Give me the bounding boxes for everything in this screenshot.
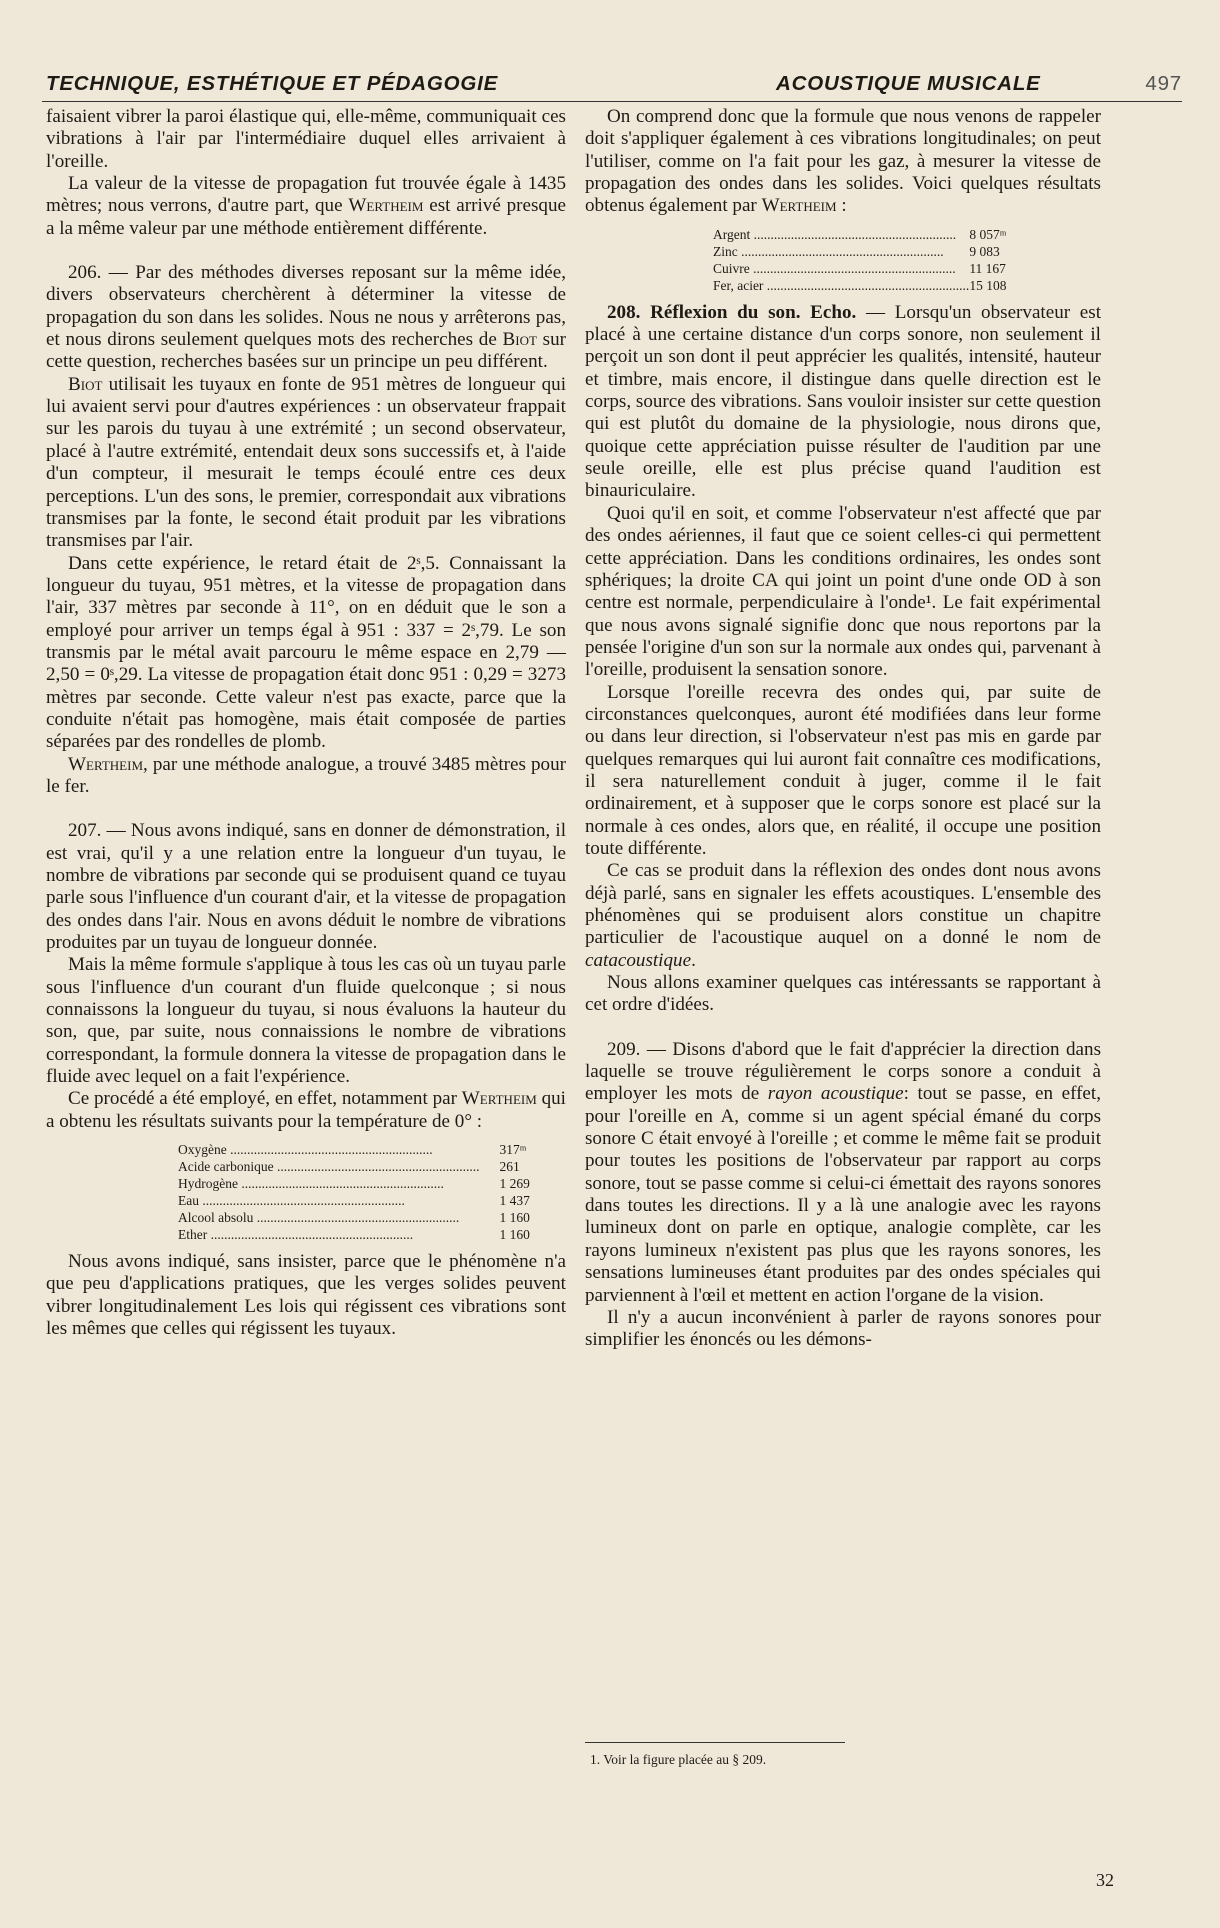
paragraph — [585, 860, 1101, 972]
table-cell-name: Argent ............................................................ — [713, 226, 957, 242]
table-cell-value: 1 437 — [499, 1193, 530, 1209]
table-cell-value: 261 — [499, 1159, 520, 1175]
table-row — [713, 226, 1006, 243]
text: qui a obtenu les résultats suivants pour la température de 0° : — [46, 1088, 566, 1132]
header-right-title: ACOUSTIQUE MUSICALE — [776, 72, 1041, 95]
table-cell-value: 1 160 — [499, 1210, 530, 1226]
author-name: Biot — [68, 373, 103, 395]
left-column — [46, 106, 566, 1341]
table-cell-name: Zinc ............................................................ — [713, 243, 944, 259]
text: Ce procédé a été employé, en effet, notamment par — [68, 1088, 457, 1110]
table-row — [178, 1226, 530, 1243]
table-cell-value: 1 269 — [499, 1176, 530, 1192]
paragraph: Mais la même formule s'applique à tous les cas où un tuyau parle sous l'influence d'un courant d'un fluide quelconque ; si nous connaissons la longueur du tuyau, si nous évaluons la hauteur du son, que, par suite, nous connaissions le nombre de vibrations correspondant, la formule donnera la vitesse de propagation dans le fluide avec lequel on a fait l'expérience. — [46, 954, 566, 1088]
author-name: Biot — [502, 329, 537, 351]
fluid-speed-table — [178, 1141, 530, 1243]
text: : — [841, 195, 847, 217]
text: Ce cas se produit dans la réflexion des ondes dont nous avons déjà parlé, sans en signaler les effets acoustiques. L'ensemble des phénomènes qui se produisent alors constitue un chapitre particulier de l'acoustique auquel on a donné le nom de — [585, 860, 1101, 949]
text: — Lorsqu'un observateur est placé à une certaine distance d'un corps sonore, non seulement il perçoit un son dont il peut apprécier les qualités, intensité, hauteur et timbre, mais encore, il distingue dans quelle direction est le corps, source des vibrations. Sans vouloir insister sur cette question qui est plutôt du domaine de la physiologie, nous dirons que, quoique cette appréciation puisse résulter de l'audition par une seule oreille, elle est plus précise quand l'audition est binauriculaire. — [585, 301, 1102, 502]
paragraph — [46, 1088, 566, 1133]
table-cell-value: 15 108 — [969, 277, 1007, 293]
table-row — [178, 1209, 530, 1226]
paragraph-206 — [46, 262, 566, 374]
solid-speed-table — [713, 226, 1006, 294]
paragraph — [46, 374, 566, 553]
footnote: 1. Voir la figure placée au § 209. — [590, 1752, 767, 1767]
paragraph — [46, 754, 566, 799]
paragraph-209 — [585, 1039, 1101, 1307]
text: On comprend donc que la formule que nous venons de rappeler doit s'appliquer également à ces vibrations longitudinales; on peut l'utiliser, comme on l'a fait pour les gaz, à mesurer la vitesse de propagation des ondes dans les solides. Voici quelques résultats obtenus également par — [585, 106, 1101, 217]
paragraph: Nous avons indiqué, sans insister, parce que le phénomène n'a que peu d'applications pratiques, que les verges solides peuvent vibrer longitudinalement Les lois qui régissent ces vibrations sont les mêmes que celles qui régissent les tuyaux. — [46, 1251, 566, 1340]
table-cell-name: Ether ............................................................ — [178, 1227, 414, 1243]
paragraph: Quoi qu'il en soit, et comme l'observateur n'est affecté que par des ondes aériennes, il faut que ce soient celles-ci qui permettent cette appréciation. Dans les conditions ordinaires, les ondes sont sphériques; la droite CA qui joint un point d'une onde OD à son centre est normale, perpendiculaire à l'onde¹. Le fait expérimental que nous avons signalé signifie donc que nous reportons par la pensée l'origine d'un son sur la normale aux ondes qui, parvenant à l'oreille, produisent la sensation sonore. — [585, 502, 1101, 681]
author-name: Wertheim — [68, 753, 144, 775]
footnote-rule — [585, 1742, 845, 1743]
paragraph: Lorsque l'oreille recevra des ondes qui, par suite de circonstances quelconques, auront été modifiées dans leur forme ou dans leur direction, si l'observateur n'est pas mis en garde par quelques remarques qui lui auront fait connaître ces modifications, il sera naturellement conduit à juger, comme il le fait ordinairement, et à supposer que le corps sonore est placé sur la normale à ces ondes, alors que, en réalité, il occupe une position toute différente. — [585, 681, 1101, 859]
header-rule — [42, 101, 1182, 102]
paragraph: Il n'y a aucun inconvénient à parler de rayons sonores pour simplifier les énoncés ou les démons- — [585, 1306, 1101, 1351]
table-cell-name: Cuivre ............................................................ — [713, 260, 956, 276]
author-name: Wertheim — [461, 1088, 537, 1110]
text: , par une méthode analogue, a trouvé 3485 mètres pour le fer. — [46, 753, 566, 797]
table-row — [178, 1175, 530, 1192]
text: . — [691, 949, 696, 971]
table-cell-name: Eau ............................................................ — [178, 1193, 405, 1209]
text: utilisait les tuyaux en fonte de 951 mètres de longueur qui lui avaient servi pour d'autres expériences : un observateur frappait sur les parois du tuyau à une extrémité ; un second observateur, placé à l'autre extrémité, entendait deux sons successifs et, à l'aide d'un compteur, il mesurait le temps écoulé entre ces deux perceptions. L'un des sons, le premier, correspondait aux vibrations transmises par la fonte, le second était produit par les vibrations transmises par l'air. — [46, 373, 566, 552]
italic-term: catacoustique — [585, 949, 692, 971]
paragraph: Nous allons examiner quelques cas intéressants se rapportant à cet ordre d'idées. — [585, 972, 1101, 1016]
table-row — [178, 1141, 530, 1158]
table-cell-value: 9 083 — [969, 243, 1000, 259]
table-row — [713, 260, 1006, 277]
paragraph-208 — [585, 302, 1101, 503]
paragraph: Dans cette expérience, le retard était de 2ˢ,5. Connaissant la longueur du tuyau, 951 mètres, et la vitesse de propagation dans l'air, 337 mètres par seconde à 11°, on en déduit que le son a employé pour arriver un temps égal à 951 : 337 = 2ˢ,79. Le son transmis par le métal avait parcouru le même espace en 2,79 — 2,50 = 0ˢ,29. La vitesse de propagation était donc 951 : 0,29 = 3273 mètres par seconde. Cette valeur n'est pas exacte, parce que la conduite n'était pas homogène, mais était composée de parties séparées par des rondelles de plomb. — [46, 552, 566, 753]
table-cell-value: 8 057ᵐ — [969, 226, 1007, 242]
text: 209. — Disons d'abord que le fait d'apprécier la direction dans laquelle se trouve régulièrement le corps sonore a conduit à employer les mots de — [585, 1038, 1101, 1105]
paragraph-207: 207. — Nous avons indiqué, sans en donner de démonstration, il est vrai, qu'il y a une relation entre la longueur d'un tuyau, le nombre de vibrations par seconde qui se produisent quand ce tuyau parle sous l'influence d'un courant d'air, et la vitesse de propagation des ondes dans l'air. Nous en avons déduit le nombre de vibrations produites par un tuyau de longueur donnée. — [46, 820, 566, 954]
text: La valeur de la vitesse de propagation fut trouvée égale à 1435 mètres; nous verrons, d'autre part, que — [46, 173, 566, 217]
footer-page-number: 32 — [1096, 1870, 1114, 1890]
text: 206. — Par des méthodes diverses reposant sur la même idée, divers observateurs cherchèrent à déterminer la vitesse de propagation du son dans les solides. Nous ne nous y arrêterons pas, et nous dirons seulement quelques mots des recherches de — [46, 262, 566, 351]
table-cell-value: 317ᵐ — [499, 1142, 527, 1158]
author-name: Wertheim — [761, 195, 837, 217]
running-header — [46, 72, 1182, 102]
italic-term: rayon acoustique — [767, 1083, 904, 1105]
text: est arrivé presque a la même valeur par une méthode entièrement différente. — [46, 195, 566, 239]
text: sur cette question, recherches basées sur un principe un peu différent. — [46, 329, 566, 373]
paragraph — [585, 106, 1101, 218]
header-page-number: 497 — [1145, 72, 1182, 95]
author-name: Wertheim — [348, 195, 424, 217]
table-cell-name: Fer, acier ............................................................ — [713, 277, 970, 293]
right-column — [585, 106, 1101, 1352]
section-heading: 208. Réflexion du son. Echo. — [607, 301, 857, 323]
header-left-title: TECHNIQUE, ESTHÉTIQUE ET PÉDAGOGIE — [46, 72, 499, 95]
paragraph — [46, 173, 566, 240]
table-row — [178, 1158, 530, 1175]
table-cell-value: 11 167 — [969, 260, 1006, 276]
table-cell-name: Alcool absolu ............................................................ — [178, 1210, 460, 1226]
table-cell-value: 1 160 — [499, 1227, 530, 1243]
table-cell-name: Acide carbonique ............................................................ — [178, 1159, 480, 1175]
text: : tout se passe, en effet, pour l'oreille en A, comme si un agent spécial émané du corps sonore C était envoyé à l'oreille ; et comme le même fait se produit pour toutes les positions de l'observateur par rapport au corps sonore, tout se passe comme si celui-ci émettait des rayons sonores dans toutes les directions. Il y a là une analogie avec les rayons lumineux dont on parle en optique, analogie complète, car les rayons lumineux n'existent pas plus que les rayons sonores, les sensations lumineuses étant produites par des ondes spéciales qui parviennent à l'œil et mettent en action l'organe de la vision. — [585, 1083, 1101, 1306]
table-row — [713, 243, 1006, 260]
table-cell-name: Oxygène ............................................................ — [178, 1142, 433, 1158]
table-row — [178, 1192, 530, 1209]
table-cell-name: Hydrogène ............................................................ — [178, 1176, 444, 1192]
paragraph: faisaient vibrer la paroi élastique qui, elle-même, communiquait ces vibrations à l'air par l'intermédiaire duquel elles arrivaient à l'oreille. — [46, 106, 566, 172]
table-row — [713, 277, 1006, 294]
